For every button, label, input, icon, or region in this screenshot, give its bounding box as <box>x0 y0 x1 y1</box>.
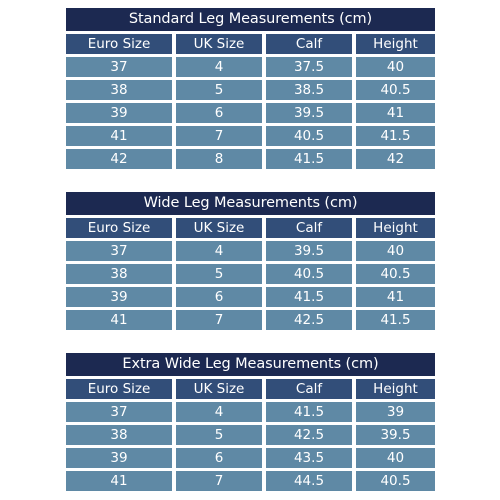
column-header: Calf <box>266 34 352 54</box>
table-cell: 41 <box>66 310 172 330</box>
table-cell: 39.5 <box>356 425 435 445</box>
column-header: Euro Size <box>66 218 172 238</box>
table-cell: 40.5 <box>356 264 435 284</box>
table-title: Wide Leg Measurements (cm) <box>66 192 435 215</box>
table-cell: 43.5 <box>266 448 352 468</box>
table-cell: 6 <box>176 287 262 307</box>
wide-leg-table <box>66 192 435 330</box>
table-cell: 6 <box>176 448 262 468</box>
table-cell: 7 <box>176 310 262 330</box>
table-cell: 42.5 <box>266 425 352 445</box>
table-title: Standard Leg Measurements (cm) <box>66 8 435 31</box>
table-cell: 8 <box>176 149 262 169</box>
column-header: Height <box>356 34 435 54</box>
table-cell: 41 <box>66 471 172 491</box>
table-cell: 37 <box>66 241 172 261</box>
table-cell: 40.5 <box>356 471 435 491</box>
table-cell: 4 <box>176 57 262 77</box>
table-cell: 38.5 <box>266 80 352 100</box>
table-cell: 44.5 <box>266 471 352 491</box>
table-cell: 39 <box>66 448 172 468</box>
table-cell: 4 <box>176 402 262 422</box>
table-title: Extra Wide Leg Measurements (cm) <box>66 353 435 376</box>
table-grid <box>66 218 435 330</box>
standard-leg-table <box>66 8 435 169</box>
table-cell: 42 <box>66 149 172 169</box>
table-cell: 4 <box>176 241 262 261</box>
table-cell: 38 <box>66 425 172 445</box>
table-cell: 38 <box>66 80 172 100</box>
column-header: Height <box>356 379 435 399</box>
table-cell: 6 <box>176 103 262 123</box>
table-cell: 41 <box>66 126 172 146</box>
table-cell: 7 <box>176 471 262 491</box>
table-cell: 42 <box>356 149 435 169</box>
column-header: Euro Size <box>66 34 172 54</box>
table-cell: 37 <box>66 57 172 77</box>
column-header: Euro Size <box>66 379 172 399</box>
table-cell: 40.5 <box>356 80 435 100</box>
table-cell: 37.5 <box>266 57 352 77</box>
table-cell: 39 <box>356 402 435 422</box>
table-cell: 38 <box>66 264 172 284</box>
table-grid <box>66 379 435 491</box>
column-header: UK Size <box>176 379 262 399</box>
table-cell: 39.5 <box>266 241 352 261</box>
table-cell: 39 <box>66 103 172 123</box>
column-header: Height <box>356 218 435 238</box>
table-cell: 40.5 <box>266 126 352 146</box>
table-cell: 5 <box>176 425 262 445</box>
table-cell: 40 <box>356 241 435 261</box>
table-cell: 41 <box>356 103 435 123</box>
table-cell: 39 <box>66 287 172 307</box>
table-cell: 41.5 <box>356 310 435 330</box>
table-cell: 42.5 <box>266 310 352 330</box>
column-header: UK Size <box>176 34 262 54</box>
table-cell: 37 <box>66 402 172 422</box>
table-cell: 41.5 <box>356 126 435 146</box>
column-header: Calf <box>266 379 352 399</box>
table-cell: 40.5 <box>266 264 352 284</box>
table-cell: 5 <box>176 264 262 284</box>
column-header: UK Size <box>176 218 262 238</box>
extra-wide-leg-table <box>66 353 435 491</box>
table-grid <box>66 34 435 169</box>
table-cell: 7 <box>176 126 262 146</box>
table-cell: 41 <box>356 287 435 307</box>
table-cell: 41.5 <box>266 402 352 422</box>
table-cell: 41.5 <box>266 287 352 307</box>
table-cell: 41.5 <box>266 149 352 169</box>
table-cell: 39.5 <box>266 103 352 123</box>
table-cell: 40 <box>356 448 435 468</box>
table-cell: 5 <box>176 80 262 100</box>
table-cell: 40 <box>356 57 435 77</box>
column-header: Calf <box>266 218 352 238</box>
